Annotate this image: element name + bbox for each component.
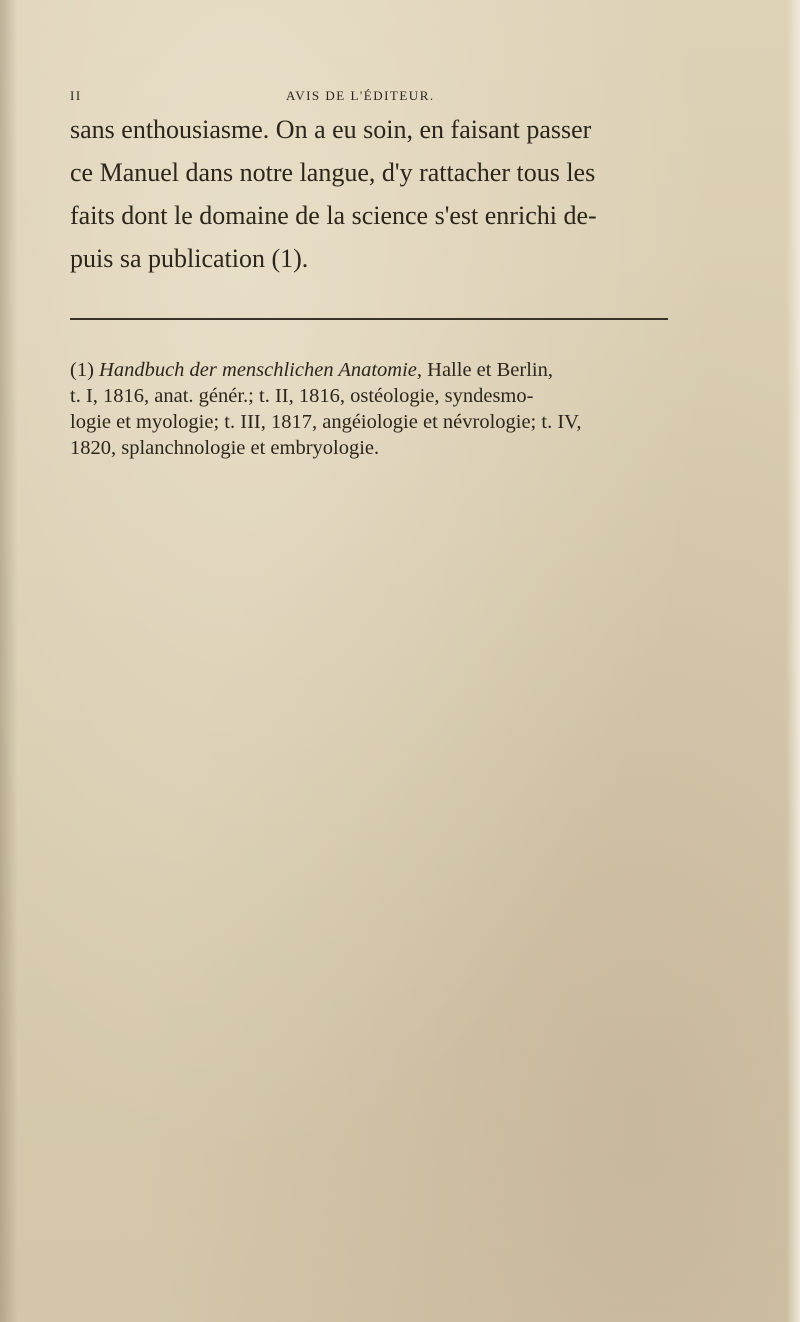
- body-line: puis sa publication (1).: [70, 244, 309, 273]
- page-right-edge: [786, 0, 800, 1322]
- footnote-rule: [70, 318, 668, 320]
- page-number: II: [70, 88, 82, 103]
- body-line: sans enthousiasme. On a eu soin, en faisant passer: [70, 115, 592, 144]
- body-line: ce Manuel dans notre langue, d'y rattacher tous les: [70, 158, 596, 187]
- footnote-line: 1820, splanchnologie et embryologie.: [70, 437, 380, 459]
- body-paragraph: [70, 108, 680, 280]
- footnote-publisher: Halle et Berlin,: [427, 359, 553, 381]
- footnote-line: logie et myologie; t. III, 1817, angéiologie et névrologie; t. IV,: [70, 411, 582, 433]
- footnote-book-title: Handbuch der menschlichen Anatomie,: [99, 359, 423, 381]
- running-title: AVIS DE L'ÉDITEUR.: [286, 88, 435, 103]
- page-gutter-shadow: [0, 0, 18, 1322]
- running-head: [70, 88, 670, 108]
- footnote-line: t. I, 1816, anat. génér.; t. II, 1816, ostéologie, syndesmo-: [70, 385, 534, 407]
- footnote-line: [70, 357, 680, 383]
- footnote-marker: (1): [70, 359, 94, 381]
- footnote: [70, 357, 680, 461]
- body-line: faits dont le domaine de la science s'est enrichi de-: [70, 201, 597, 230]
